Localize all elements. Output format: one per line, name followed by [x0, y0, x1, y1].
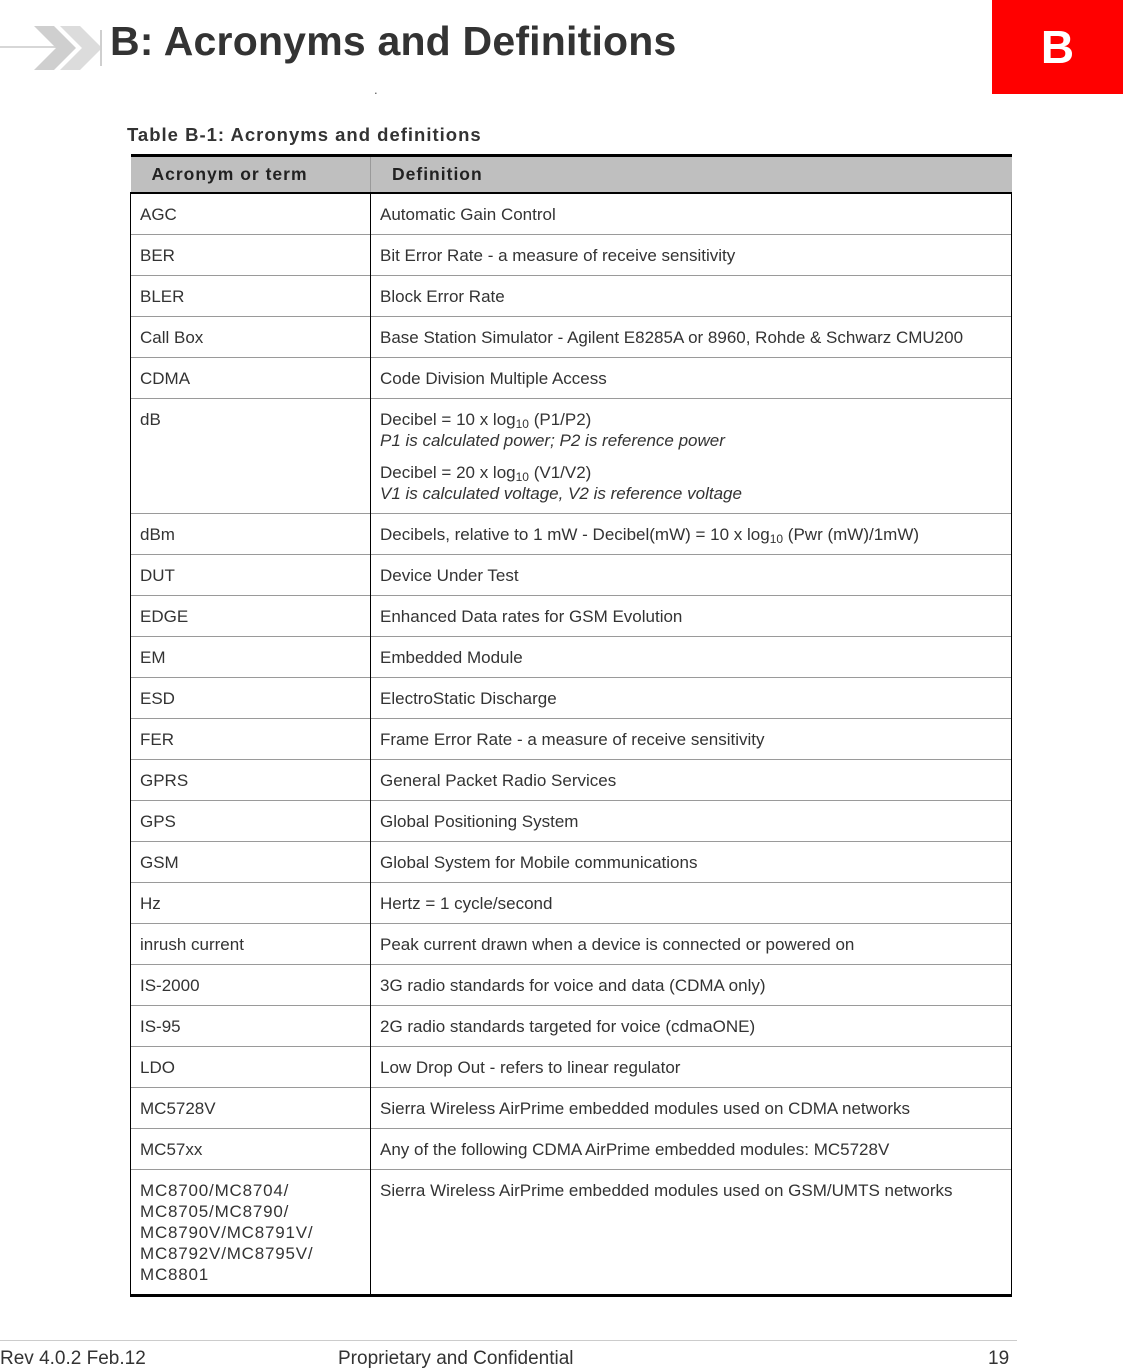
table-row — [131, 1088, 1012, 1129]
header-separator — [100, 30, 102, 66]
footer-revision: Rev 4.0.2 Feb.12 — [0, 1348, 146, 1369]
definition-cell: ElectroStatic Discharge — [371, 678, 1012, 719]
page-title: B: Acronyms and Definitions — [110, 18, 677, 64]
table-row — [131, 1006, 1012, 1047]
definition-cell: Sierra Wireless AirPrime embedded modules used on CDMA networks — [371, 1088, 1012, 1129]
stray-mark: . — [374, 82, 378, 97]
term-cell: MC57xx — [131, 1129, 371, 1170]
term-cell: BLER — [131, 276, 371, 317]
term-cell: EM — [131, 637, 371, 678]
table-caption: Table B-1: Acronyms and definitions — [127, 124, 482, 145]
column-header-definition: Definition — [371, 156, 1012, 194]
table-row — [131, 719, 1012, 760]
table-row — [131, 883, 1012, 924]
table-row — [131, 1047, 1012, 1088]
formula-line: Decibel = 20 x $\log_{10} (V1/V2)$ — [380, 463, 592, 484]
table-row — [131, 678, 1012, 719]
term-cell: AGC — [131, 193, 371, 235]
term-cell: ESD — [131, 678, 371, 719]
appendix-tab — [992, 0, 1123, 94]
definition-cell: 2G radio standards targeted for voice (cdmaONE) — [371, 1006, 1012, 1047]
footer-confidentiality: Proprietary and Confidential — [338, 1348, 574, 1369]
term-cell: EDGE — [131, 596, 371, 637]
definition-cell: Any of the following CDMA AirPrime embedded modules: MC5728V — [371, 1129, 1012, 1170]
term-cell: MC8700/MC8704/ MC8705/MC8790/ MC8790V/MC8791V/ MC8792V/MC8795V/ MC8801 — [131, 1170, 371, 1296]
table-row — [131, 555, 1012, 596]
column-header-term: Acronym or term — [131, 156, 371, 194]
term-cell: BER — [131, 235, 371, 276]
term-cell: GSM — [131, 842, 371, 883]
term-cell: CDMA — [131, 358, 371, 399]
definition-cell: Frame Error Rate - a measure of receive sensitivity — [371, 719, 1012, 760]
table-row — [131, 596, 1012, 637]
term-cell: GPRS — [131, 760, 371, 801]
term-cell: DUT — [131, 555, 371, 596]
table-row — [131, 358, 1012, 399]
table-row — [131, 760, 1012, 801]
double-chevron-right-icon — [34, 24, 104, 72]
table-row — [131, 1170, 1012, 1296]
table-row — [131, 317, 1012, 358]
definition-cell: Device Under Test — [371, 555, 1012, 596]
table-row — [131, 801, 1012, 842]
table-row — [131, 193, 1012, 235]
table-header-row — [131, 156, 1012, 194]
term-cell: FER — [131, 719, 371, 760]
footer-rule — [0, 1340, 1017, 1341]
definition-cell: General Packet Radio Services — [371, 760, 1012, 801]
table-row — [131, 637, 1012, 678]
definition-cell: Sierra Wireless AirPrime embedded modules used on GSM/UMTS networks — [371, 1170, 1012, 1296]
term-cell: inrush current — [131, 924, 371, 965]
formula-line: Decibel = 10 x $\log_{10} (P1/P2)$ — [380, 410, 592, 431]
definition-cell: Decibels, relative to 1 mW - Decibel(mW) = 10 x $\log_{10} (Pwr$ (mW)/1mW) — [371, 514, 1012, 555]
definition-cell: Block Error Rate — [371, 276, 1012, 317]
definition-cell: Hertz = 1 cycle/second — [371, 883, 1012, 924]
definition-cell: Code Division Multiple Access — [371, 358, 1012, 399]
definition-cell: 3G radio standards for voice and data (CDMA only) — [371, 965, 1012, 1006]
appendix-letter: B — [1040, 21, 1075, 73]
term-cell: dB — [131, 399, 371, 514]
term-cell: IS-2000 — [131, 965, 371, 1006]
definition-cell: Enhanced Data rates for GSM Evolution — [371, 596, 1012, 637]
definition-cell: Low Drop Out - refers to linear regulator — [371, 1047, 1012, 1088]
definition-cell: Automatic Gain Control — [371, 193, 1012, 235]
table-row — [131, 965, 1012, 1006]
definition-cell: Global Positioning System — [371, 801, 1012, 842]
formula-note: V1 is calculated voltage, V2 is reference voltage — [380, 484, 742, 503]
table-row — [131, 1129, 1012, 1170]
table-row — [131, 399, 1012, 514]
definition-cell: Bit Error Rate - a measure of receive sensitivity — [371, 235, 1012, 276]
definition-cell — [371, 399, 1012, 514]
definition-cell: Embedded Module — [371, 637, 1012, 678]
definition-cell: Base Station Simulator - Agilent E8285A or 8960, Rohde & Schwarz CMU200 — [371, 317, 1012, 358]
term-cell: Call Box — [131, 317, 371, 358]
term-cell: MC5728V — [131, 1088, 371, 1129]
formula-note: P1 is calculated power; P2 is reference power — [380, 431, 725, 450]
definition-cell: Peak current drawn when a device is connected or powered on — [371, 924, 1012, 965]
table-row — [131, 924, 1012, 965]
footer-page-number: 19 — [988, 1348, 1010, 1369]
table-row — [131, 235, 1012, 276]
term-cell: GPS — [131, 801, 371, 842]
term-cell: LDO — [131, 1047, 371, 1088]
table-row — [131, 514, 1012, 555]
term-cell: Hz — [131, 883, 371, 924]
definition-cell: Global System for Mobile communications — [371, 842, 1012, 883]
table-row — [131, 842, 1012, 883]
table-row — [131, 276, 1012, 317]
term-cell: dBm — [131, 514, 371, 555]
term-cell: IS-95 — [131, 1006, 371, 1047]
acronyms-table — [130, 154, 1012, 1297]
